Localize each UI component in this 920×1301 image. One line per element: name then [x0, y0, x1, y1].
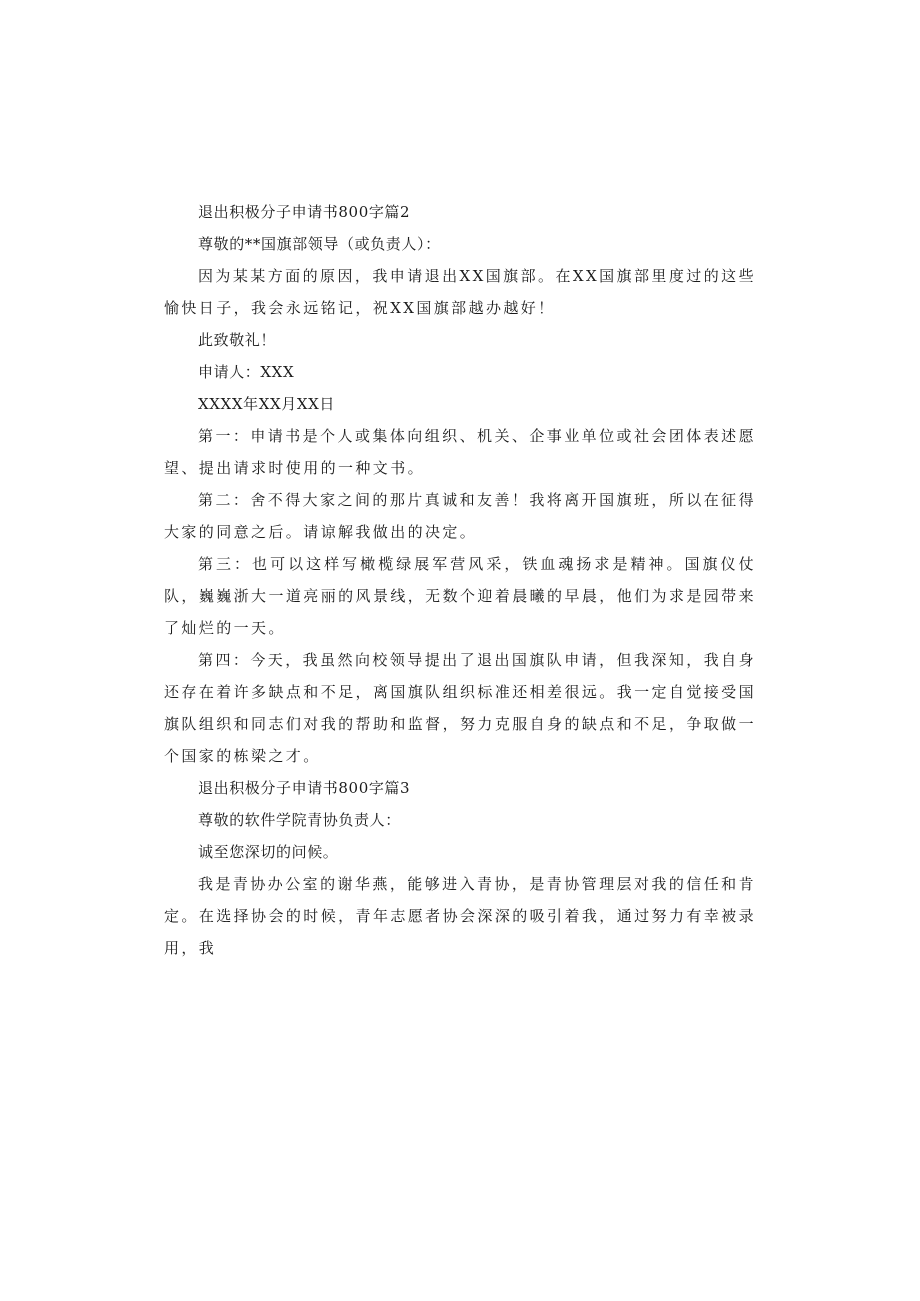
salutation-2: 尊敬的**国旗部领导（或负责人）：	[198, 235, 441, 253]
date-line: XXXX年XX月XX日	[198, 395, 336, 413]
applicant-line: 申请人：XXX	[198, 363, 295, 381]
body-paragraph-2: 因为某某方面的原因，我申请退出XX国旗部。在XX国旗部里度过的这些愉快日子，我会永远铭记，祝XX国旗部越办越好！	[164, 267, 756, 317]
closing-line: 此致敬礼！	[198, 331, 277, 349]
point-3-paragraph: 第三：也可以这样写橄榄绿展军营风采，铁血魂扬求是精神。国旗仪仗队，巍巍浙大一道亮丽的风景线，无数个迎着晨曦的早晨，他们为求是园带来了灿烂的一天。	[164, 555, 756, 637]
point-4-paragraph: 第四：今天，我虽然向校领导提出了退出国旗队申请，但我深知，我自身还存在着许多缺点和不足，离国旗队组织标准还相差很远。我一定自觉接受国旗队组织和同志们对我的帮助和监督，努力克服自身的缺点和不足，争取做一个国家的栋梁之才。	[164, 651, 756, 765]
document-body	[164, 196, 756, 964]
section-heading-2: 退出积极分子申请书800字篇2	[198, 203, 411, 221]
point-1-paragraph: 第一：申请书是个人或集体向组织、机关、企事业单位或社会团体表述愿望、提出请求时使用的一种文书。	[164, 427, 756, 477]
salutation-3: 尊敬的软件学院青协负责人：	[198, 811, 401, 829]
greeting-3: 诚至您深切的问候。	[198, 843, 339, 861]
body-paragraph-3: 我是青协办公室的谢华燕，能够进入青协，是青协管理层对我的信任和肯定。在选择协会的时候，青年志愿者协会深深的吸引着我，通过努力有幸被录用，我	[164, 875, 756, 957]
section-heading-3: 退出积极分子申请书800字篇3	[198, 779, 411, 797]
point-2-paragraph: 第二：舍不得大家之间的那片真诚和友善！我将离开国旗班，所以在征得大家的同意之后。请谅解我做出的决定。	[164, 491, 756, 541]
